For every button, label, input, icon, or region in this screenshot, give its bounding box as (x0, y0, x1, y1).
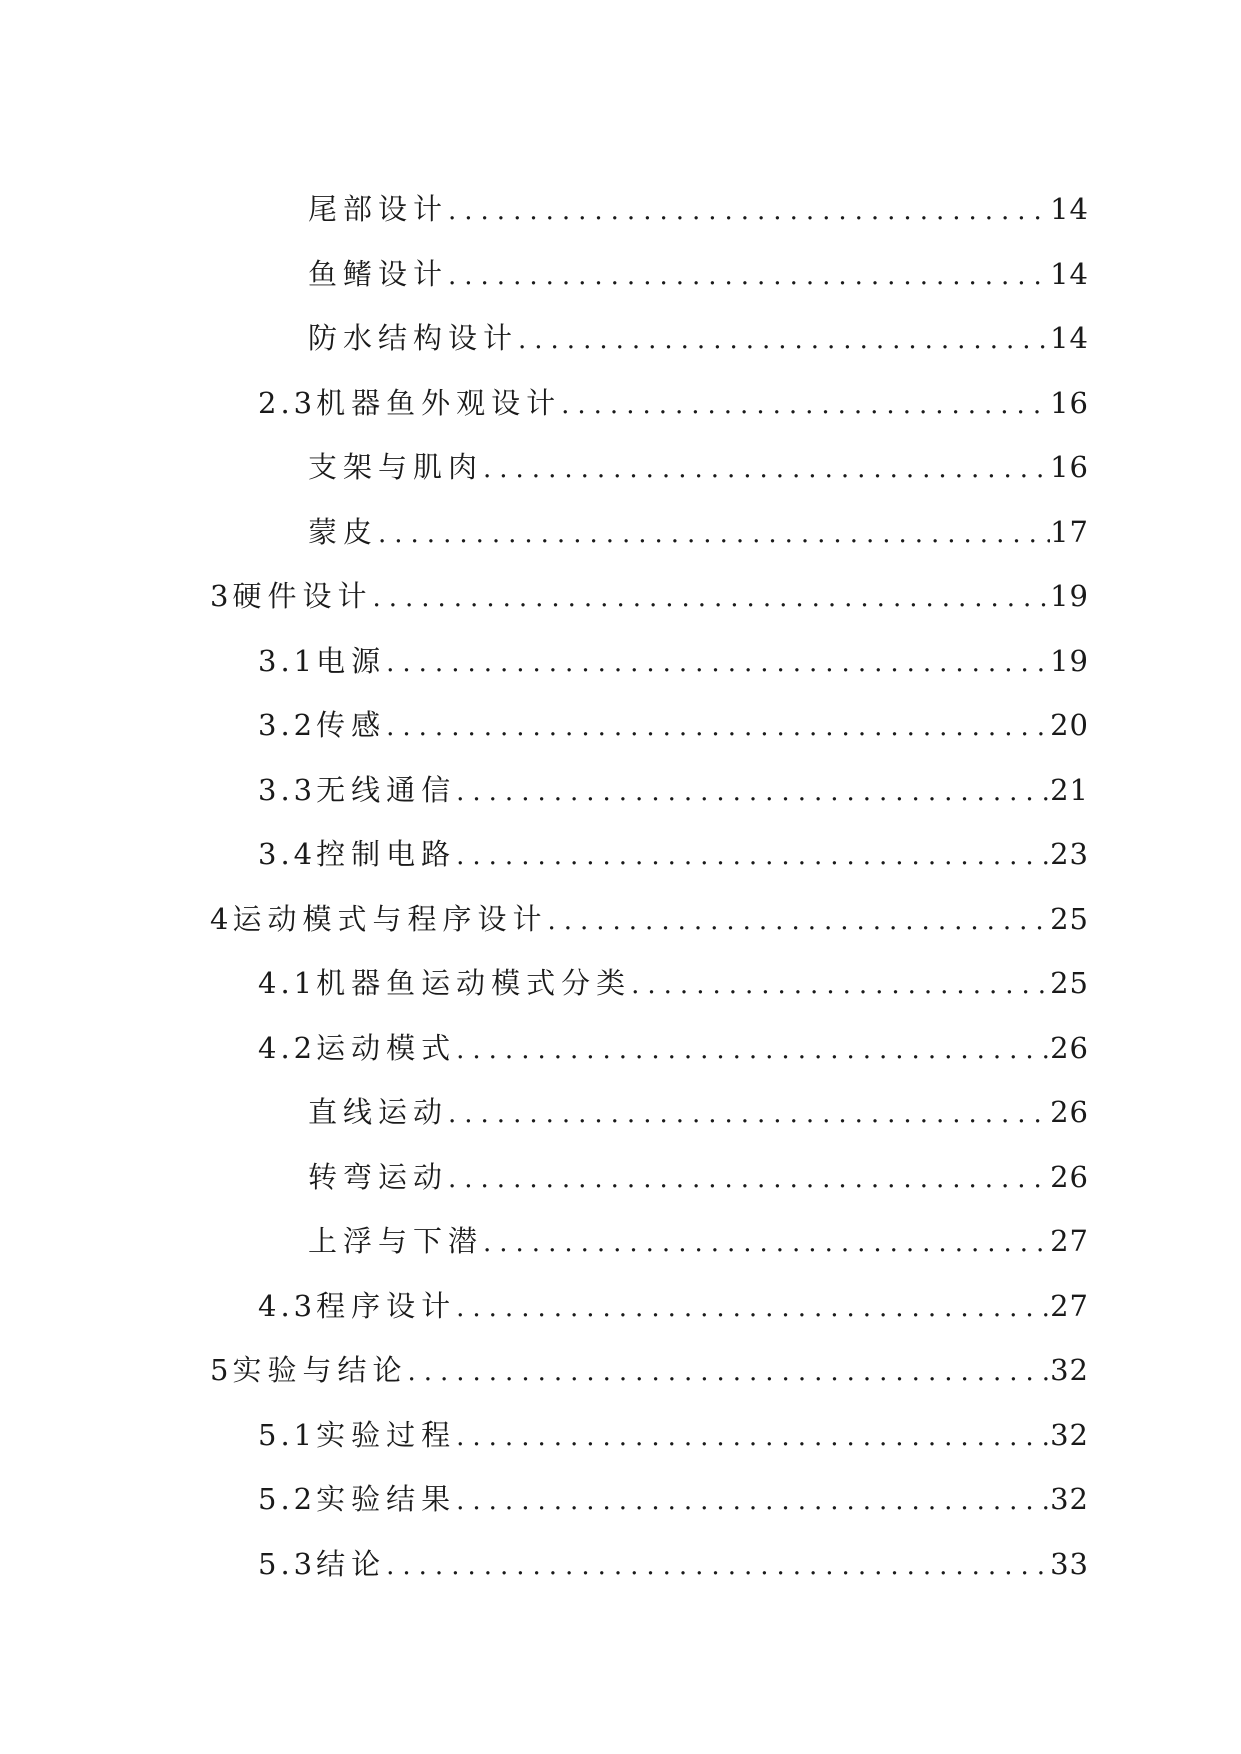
toc-entry-title: 机器鱼外观设计 (316, 386, 562, 420)
toc-entry-number: 4.2 (258, 1031, 317, 1065)
toc-entry[interactable] (0, 1544, 1241, 1584)
toc-entry-title: 硬件设计 (232, 579, 373, 613)
toc-entry-number: 3 (210, 579, 233, 613)
toc-entry-page: 20 (1050, 708, 1089, 742)
toc-entry[interactable] (0, 318, 1241, 358)
toc-entry-page: 25 (1050, 902, 1089, 936)
toc-dot-leader (378, 514, 1050, 554)
toc-dot-leader (386, 1546, 1050, 1586)
toc-entry-page: 14 (1050, 321, 1089, 355)
toc-entry-page: 33 (1050, 1547, 1089, 1581)
toc-dot-leader (372, 578, 1050, 618)
toc-dot-leader (386, 707, 1050, 747)
toc-entry-title: 无线通信 (316, 773, 457, 807)
toc-entry[interactable] (0, 770, 1241, 810)
toc-entry[interactable] (0, 899, 1241, 939)
toc-entry[interactable] (0, 447, 1241, 487)
toc-entry[interactable] (0, 834, 1241, 874)
toc-entry-page: 21 (1050, 773, 1089, 807)
toc-entry-number: 3.4 (258, 837, 317, 871)
toc-entry-page: 32 (1050, 1418, 1089, 1452)
toc-entry-number: 4 (210, 902, 233, 936)
toc-entry-number: 3.2 (258, 708, 317, 742)
toc-entry-page: 14 (1050, 192, 1089, 226)
toc-dot-leader (448, 1159, 1050, 1199)
toc-entry-page: 27 (1050, 1289, 1089, 1323)
toc-entry[interactable] (0, 963, 1241, 1003)
toc-dot-leader (518, 320, 1050, 360)
toc-entry[interactable] (0, 1415, 1241, 1455)
toc-dot-leader (448, 1094, 1050, 1134)
toc-entry-page: 23 (1050, 837, 1089, 871)
toc-entry-title: 支架与肌肉 (308, 450, 484, 484)
toc-entry-page: 19 (1050, 644, 1089, 678)
toc-dot-leader (547, 901, 1050, 941)
toc-dot-leader (456, 1417, 1050, 1457)
toc-dot-leader (456, 1030, 1050, 1070)
toc-entry-page: 26 (1050, 1095, 1089, 1129)
toc-entry-title: 防水结构设计 (308, 321, 519, 355)
toc-entry-number: 4.3 (258, 1289, 317, 1323)
toc-entry-page: 19 (1050, 579, 1089, 613)
toc-entry-number: 3.1 (258, 644, 317, 678)
toc-dot-leader (456, 1481, 1050, 1521)
toc-entry-number: 5.1 (258, 1418, 317, 1452)
toc-entry-title: 转弯运动 (308, 1160, 449, 1194)
toc-entry-title: 结论 (316, 1547, 387, 1581)
toc-entry-title: 电源 (316, 644, 387, 678)
toc-entry-number: 2.3 (258, 386, 317, 420)
toc-entry-title: 实验与结论 (232, 1353, 408, 1387)
toc-entry[interactable] (0, 1479, 1241, 1519)
toc-entry[interactable] (0, 1157, 1241, 1197)
toc-entry-page: 26 (1050, 1031, 1089, 1065)
toc-entry-title: 控制电路 (316, 837, 457, 871)
toc-dot-leader (448, 256, 1050, 296)
toc-entry[interactable] (0, 1221, 1241, 1261)
toc-entry[interactable] (0, 1350, 1241, 1390)
toc-entry-title: 程序设计 (316, 1289, 457, 1323)
toc-entry-number: 5.3 (258, 1547, 317, 1581)
toc-dot-leader (448, 191, 1050, 231)
toc-entry-page: 32 (1050, 1353, 1089, 1387)
toc-entry-page: 16 (1050, 386, 1089, 420)
toc-entry[interactable] (0, 254, 1241, 294)
toc-entry-title: 传感 (316, 708, 387, 742)
toc-dot-leader (483, 449, 1050, 489)
toc-dot-leader (483, 1223, 1050, 1263)
toc-entry[interactable] (0, 189, 1241, 229)
toc-entry[interactable] (0, 576, 1241, 616)
toc-entry-title: 运动模式 (316, 1031, 457, 1065)
toc-entry-title: 蒙皮 (308, 515, 379, 549)
toc-entry-number: 5.2 (258, 1482, 317, 1516)
toc-entry-title: 上浮与下潜 (308, 1224, 484, 1258)
toc-entry-page: 26 (1050, 1160, 1089, 1194)
toc-dot-leader (456, 772, 1050, 812)
toc-dot-leader (386, 643, 1050, 683)
toc-entry-number: 3.3 (258, 773, 317, 807)
toc-entry-title: 直线运动 (308, 1095, 449, 1129)
toc-dot-leader (407, 1352, 1050, 1392)
toc-entry-title: 运动模式与程序设计 (232, 902, 548, 936)
toc-entry-page: 17 (1050, 515, 1089, 549)
toc-entry[interactable] (0, 1286, 1241, 1326)
toc-entry[interactable] (0, 383, 1241, 423)
toc-entry-title: 实验结果 (316, 1482, 457, 1516)
toc-entry[interactable] (0, 705, 1241, 745)
toc-dot-leader (456, 1288, 1050, 1328)
toc-entry[interactable] (0, 641, 1241, 681)
toc-entry-page: 14 (1050, 257, 1089, 291)
toc-entry[interactable] (0, 512, 1241, 552)
toc-entry[interactable] (0, 1028, 1241, 1068)
toc-entry-title: 实验过程 (316, 1418, 457, 1452)
toc-entry-title: 尾部设计 (308, 192, 449, 226)
toc-entry-page: 27 (1050, 1224, 1089, 1258)
toc-dot-leader (631, 965, 1050, 1005)
toc-entry-number: 5 (210, 1353, 233, 1387)
toc-dot-leader (456, 836, 1050, 876)
toc-entry-page: 16 (1050, 450, 1089, 484)
toc-entry-title: 鱼鳍设计 (308, 257, 449, 291)
toc-dot-leader (561, 385, 1050, 425)
toc-entry-title: 机器鱼运动模式分类 (316, 966, 632, 1000)
toc-entry-page: 25 (1050, 966, 1089, 1000)
toc-entry-page: 32 (1050, 1482, 1089, 1516)
toc-entry-number: 4.1 (258, 966, 317, 1000)
toc-entry[interactable] (0, 1092, 1241, 1132)
